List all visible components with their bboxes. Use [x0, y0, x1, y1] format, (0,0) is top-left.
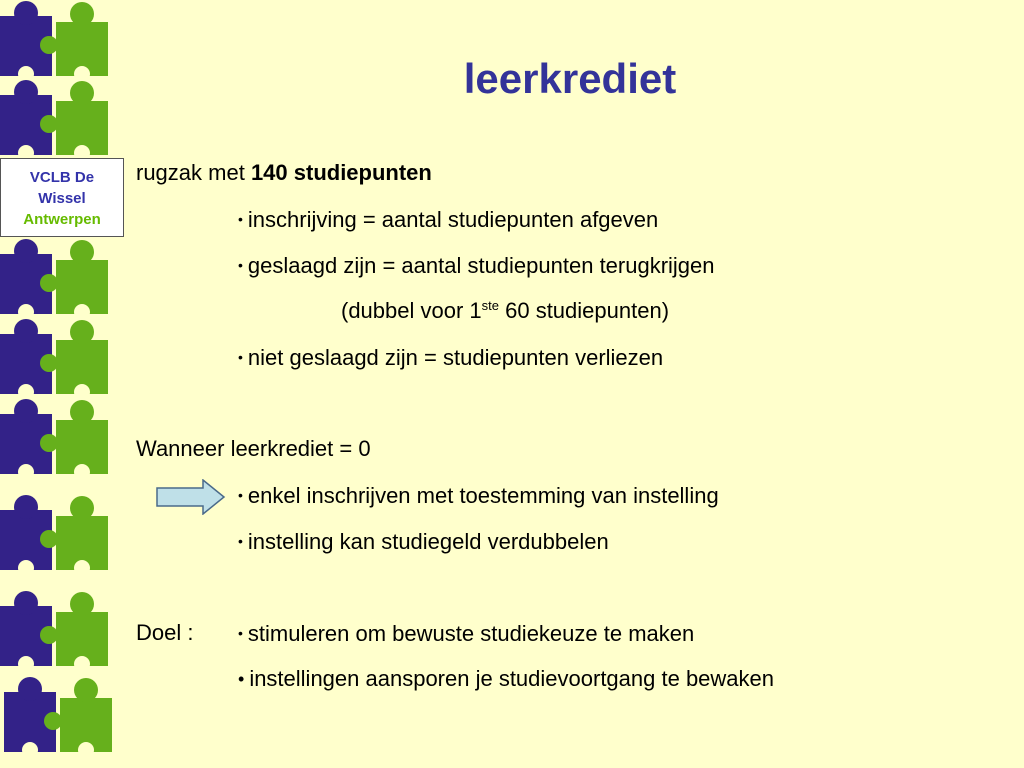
bullet-item-5	[238, 528, 609, 555]
puzzle-pieces-icon	[0, 0, 118, 768]
intro-prefix: rugzak met	[136, 160, 251, 185]
bullet-item-2	[238, 252, 715, 279]
note-suffix: 60 studiepunten)	[499, 298, 670, 323]
bullet-text-5: instelling kan studiegeld verdubbelen	[247, 529, 609, 554]
logo	[0, 158, 124, 237]
bullet-text-4: enkel inschrijven met toestemming van instelling	[247, 483, 719, 508]
intro-bold: 140 studiepunten	[250, 160, 432, 185]
bullet-text-1: inschrijving = aantal studiepunten afgeven	[247, 207, 659, 232]
note-line	[341, 298, 669, 324]
bullet-icon: •	[238, 533, 243, 549]
bullet-text-3: niet geslaagd zijn = studiepunten verliezen	[247, 345, 664, 370]
right-arrow-icon	[156, 479, 226, 515]
bullet-icon: •	[238, 257, 243, 273]
bullet-item-3	[238, 344, 663, 371]
logo-line-3: Antwerpen	[23, 211, 101, 228]
slide-title: leerkrediet	[463, 55, 677, 102]
bullet-item-7	[238, 666, 774, 692]
intro-line	[136, 160, 432, 186]
bullet-text-6: stimuleren om bewuste studiekeuze te maken	[247, 621, 695, 646]
bullet-icon: •	[238, 211, 243, 227]
puzzle-strip	[0, 0, 118, 768]
bullet-text-7: instellingen aansporen je studievoortgang te bewaken	[249, 666, 775, 691]
bullet-item-1	[238, 206, 658, 233]
bullet-icon: •	[238, 625, 243, 641]
note-prefix: (dubbel voor 1	[341, 298, 482, 323]
wanneer-line: Wanneer leerkrediet = 0	[136, 436, 371, 461]
logo-line-2: Wissel	[38, 190, 86, 207]
logo-line-1: VCLB De	[29, 169, 95, 186]
bullet-text-2: geslaagd zijn = aantal studiepunten terugkrijgen	[247, 253, 715, 278]
doel-label: Doel :	[136, 620, 194, 645]
bullet-item-4	[238, 482, 719, 509]
bullet-icon: •	[238, 669, 245, 689]
bullet-icon: •	[238, 349, 243, 365]
note-sup: ste	[481, 298, 499, 313]
bullet-item-6	[238, 620, 694, 647]
bullet-icon: •	[238, 487, 243, 503]
